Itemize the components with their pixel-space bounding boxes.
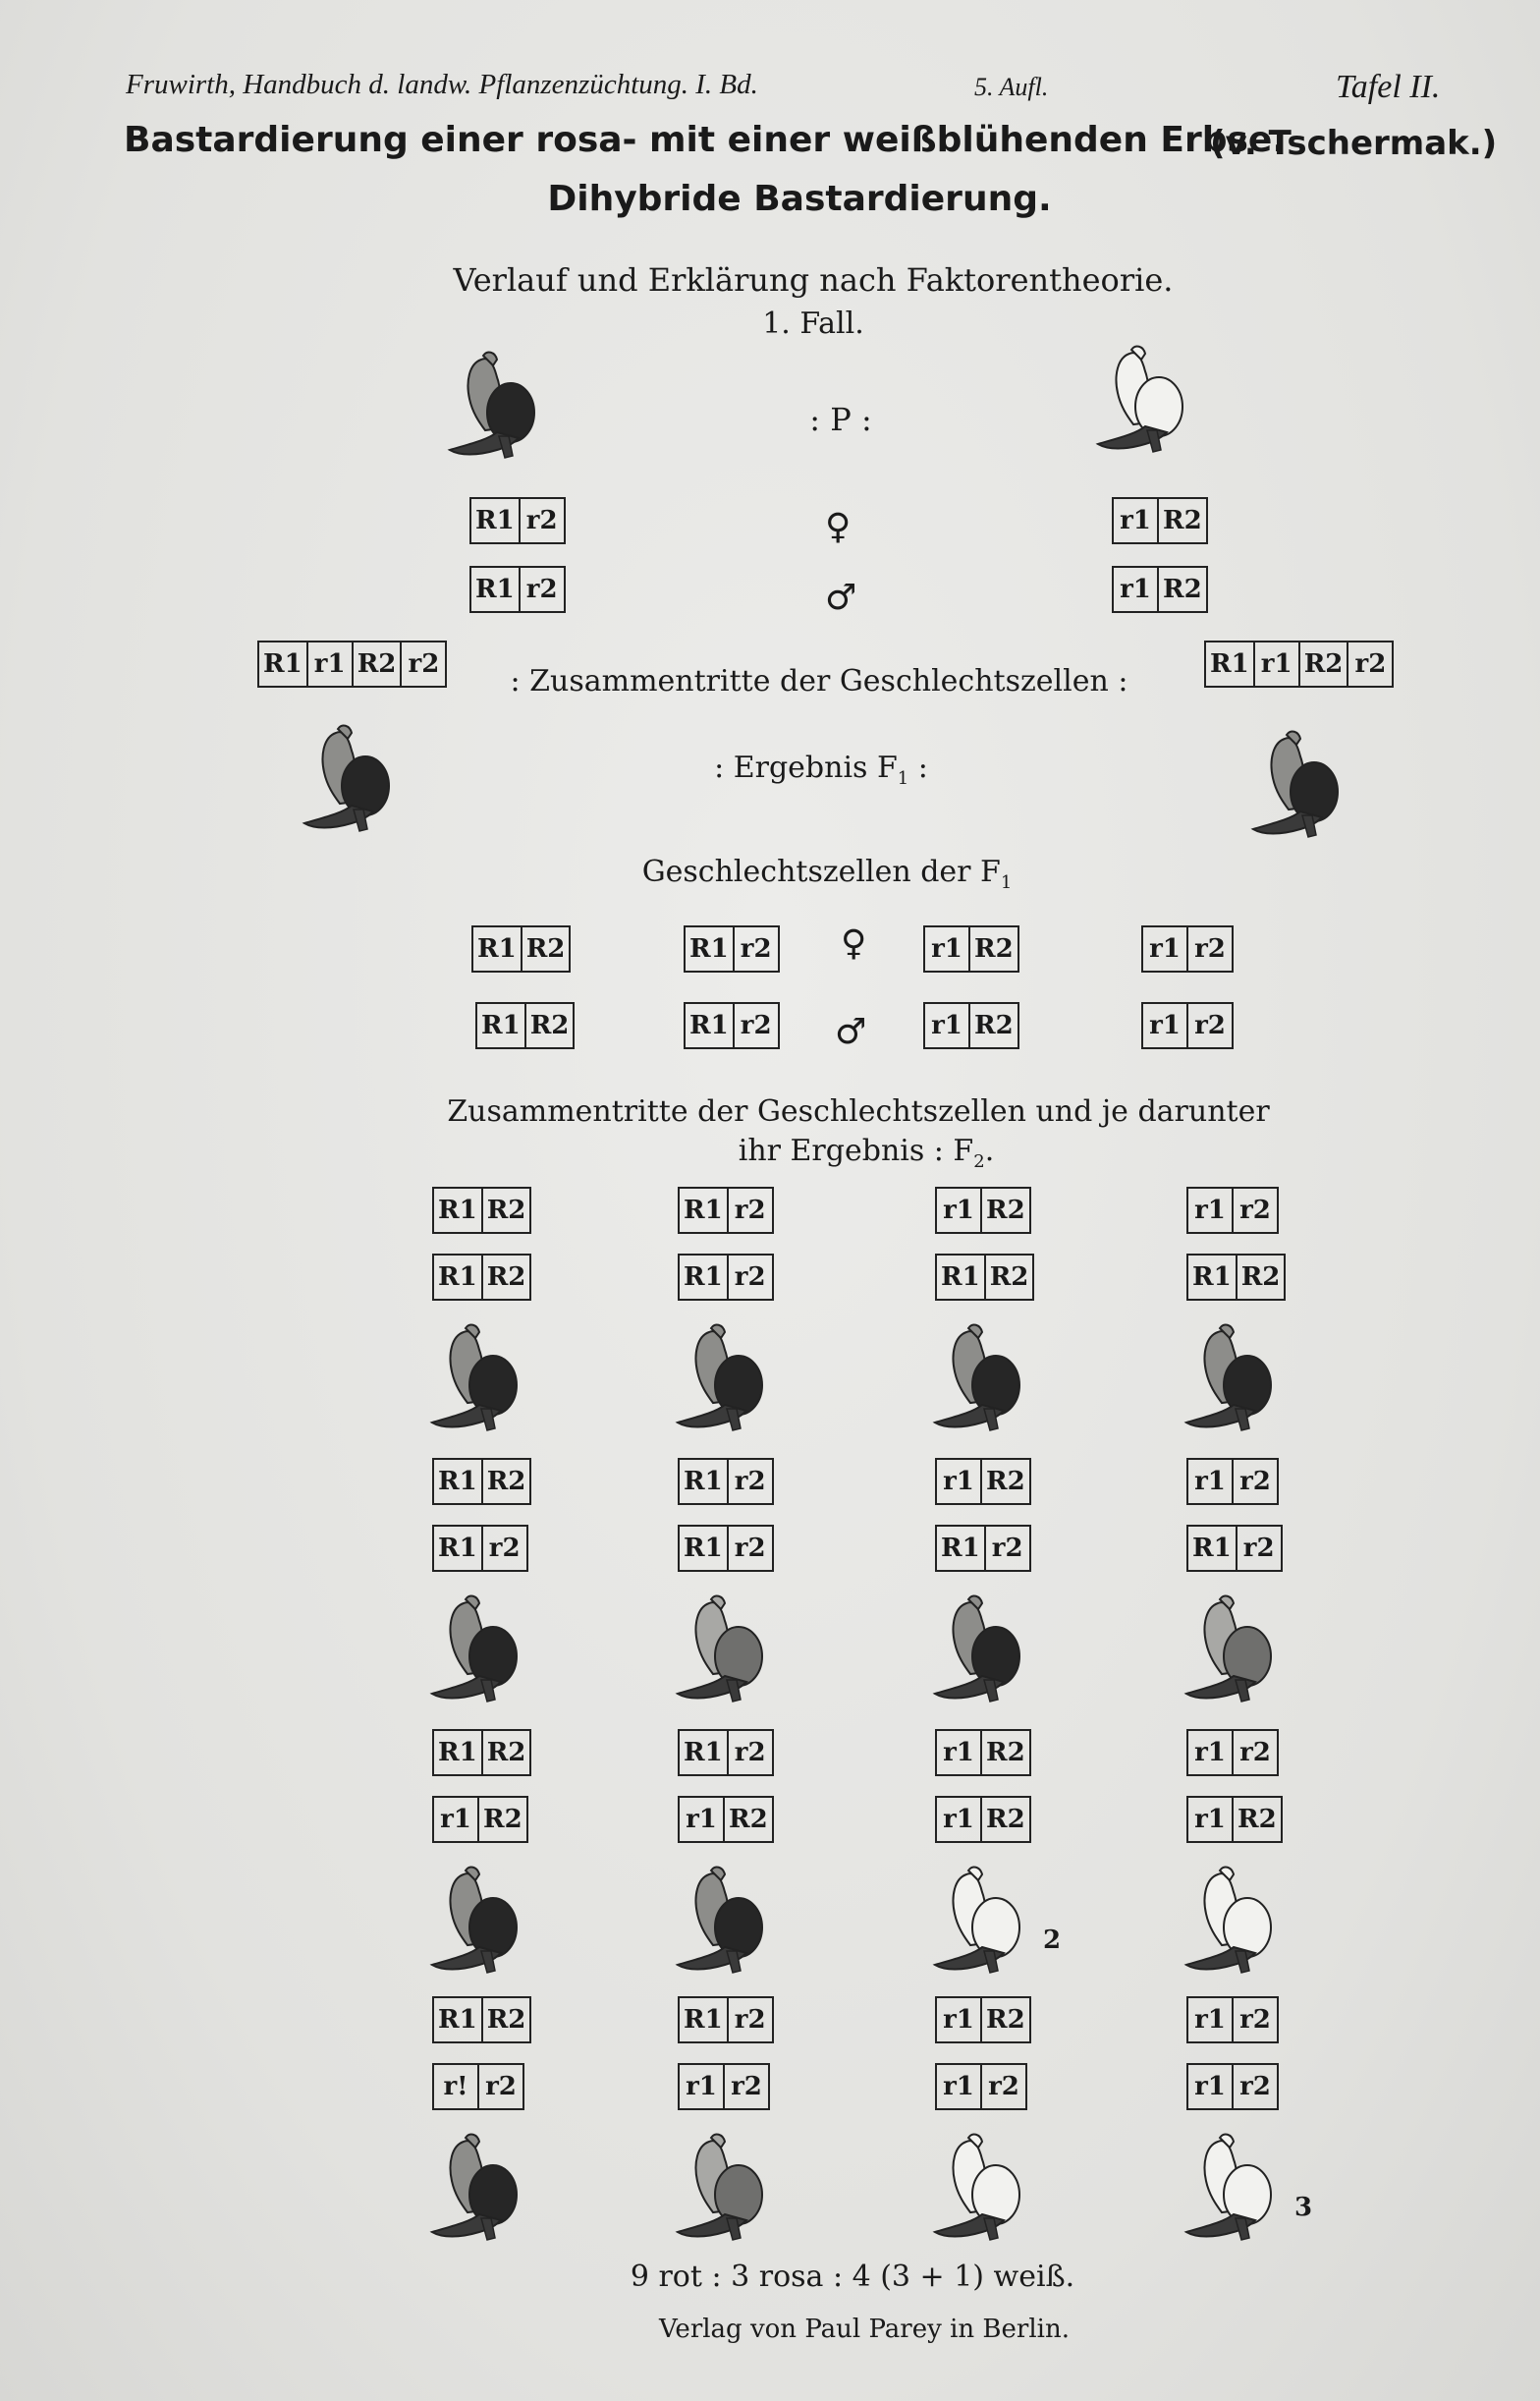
f2-heading-line2: ihr Ergebnis : $F_2$. bbox=[738, 1134, 995, 1172]
male-symbol: ♂ bbox=[825, 578, 857, 618]
factor-cell: R1 bbox=[434, 1189, 483, 1232]
f1-male-gamete-box bbox=[923, 1002, 1019, 1049]
factor-cell: R1 bbox=[680, 1527, 729, 1570]
f2-bottom-gamete-box bbox=[678, 1525, 774, 1572]
factor-cell: r2 bbox=[485, 2072, 517, 2101]
f2-top-gamete-box bbox=[678, 1996, 774, 2043]
plate-number: Tafel II. bbox=[1336, 69, 1441, 105]
factor-cell: R1 bbox=[686, 1004, 735, 1047]
edition-label: 5. Aufl. bbox=[974, 73, 1049, 101]
factor-cell: r2 bbox=[734, 1738, 766, 1767]
factor-cell: r2 bbox=[734, 1534, 766, 1563]
factor-cell: R1 bbox=[680, 1189, 729, 1232]
factor-cell: R1 bbox=[477, 1004, 526, 1047]
section-heading: Verlauf und Erklärung nach Faktorentheorie. bbox=[453, 261, 1174, 299]
factor-cell: R2 bbox=[729, 1805, 768, 1834]
factor-cell: R2 bbox=[354, 642, 403, 686]
footnote-mark: 3 bbox=[1294, 2193, 1313, 2222]
parent-female-gamete-box bbox=[469, 497, 566, 544]
f1-result-label: : Ergebnis $F_1$ : bbox=[714, 751, 928, 789]
f1-gametes-label: Geschlechtszellen der $F_1$ bbox=[641, 855, 1013, 893]
f2-top-gamete-box bbox=[432, 1996, 531, 2043]
factor-cell: R2 bbox=[974, 1011, 1014, 1040]
f2-bottom-gamete-box bbox=[935, 1796, 1031, 1843]
f2-top-gamete-box bbox=[1186, 1458, 1279, 1505]
factor-cell: r1 bbox=[937, 1189, 982, 1232]
factor-cell: R2 bbox=[529, 1011, 570, 1040]
f2-top-gamete-box bbox=[678, 1458, 774, 1505]
factor-cell: r2 bbox=[1239, 1196, 1271, 1225]
f1-male-gamete-box bbox=[684, 1002, 780, 1049]
factor-cell: r2 bbox=[1194, 934, 1226, 964]
factor-cell: r2 bbox=[1194, 1011, 1226, 1040]
f2-flower-rosa-icon bbox=[668, 2124, 776, 2252]
factor-cell: r2 bbox=[734, 1196, 766, 1225]
factor-cell: R2 bbox=[1163, 575, 1202, 604]
factor-cell: R1 bbox=[680, 1998, 729, 2041]
f2-bottom-gamete-box bbox=[1186, 1254, 1286, 1301]
factor-cell: r1 bbox=[937, 1798, 982, 1841]
f2-flower-rot-icon bbox=[1177, 1314, 1285, 1442]
factor-cell: r1 bbox=[1143, 1004, 1188, 1047]
f2-top-gamete-box bbox=[432, 1458, 531, 1505]
factor-cell: r1 bbox=[1188, 1798, 1234, 1841]
f2-top-gamete-box bbox=[432, 1729, 531, 1776]
factor-cell: R2 bbox=[1163, 506, 1202, 535]
factor-cell: r1 bbox=[434, 1798, 479, 1841]
factor-cell: r1 bbox=[1114, 568, 1159, 611]
f2-bottom-gamete-box bbox=[678, 1254, 774, 1301]
factor-cell: R1 bbox=[937, 1527, 986, 1570]
factor-cell: r1 bbox=[1188, 1731, 1234, 1774]
f2-bottom-gamete-box bbox=[935, 1525, 1031, 1572]
parent-flower-weiss-icon bbox=[1088, 336, 1196, 464]
factor-cell: R2 bbox=[486, 1196, 526, 1225]
page-subtitle: Dihybride Bastardierung. bbox=[547, 179, 1052, 219]
factor-cell: r1 bbox=[1255, 642, 1300, 686]
f2-top-gamete-box bbox=[935, 1996, 1031, 2043]
factor-cell: R1 bbox=[471, 499, 521, 542]
factor-cell: R2 bbox=[986, 1805, 1025, 1834]
factor-cell: r2 bbox=[991, 1534, 1023, 1563]
f2-top-gamete-box bbox=[678, 1187, 774, 1234]
factor-cell: r2 bbox=[734, 1467, 766, 1496]
f1-female-gamete-box bbox=[1141, 925, 1234, 973]
factor-cell: r2 bbox=[731, 2072, 762, 2101]
f2-flower-rot-icon bbox=[925, 1586, 1033, 1713]
factor-cell: r2 bbox=[734, 1262, 766, 1292]
page-title: Bastardierung einer rosa- mit einer weißblühenden Erbse. bbox=[124, 120, 1287, 160]
publisher-line: Verlag von Paul Parey in Berlin. bbox=[659, 2315, 1070, 2344]
f2-flower-rot-icon bbox=[422, 2124, 530, 2252]
factor-cell: r1 bbox=[680, 1798, 725, 1841]
factor-cell: r2 bbox=[525, 575, 558, 604]
factor-cell: R1 bbox=[680, 1256, 729, 1299]
f2-bottom-gamete-box bbox=[1186, 2063, 1279, 2110]
factor-cell: R2 bbox=[486, 1262, 526, 1292]
factor-cell: R1 bbox=[1206, 642, 1255, 686]
factor-cell: R1 bbox=[1188, 1527, 1238, 1570]
f1-female-gamete-box bbox=[471, 925, 571, 973]
parent-female-gamete-box bbox=[1112, 497, 1208, 544]
f2-top-gamete-box bbox=[678, 1729, 774, 1776]
f2-flower-rot-icon bbox=[668, 1314, 776, 1442]
factor-cell: R2 bbox=[986, 2005, 1025, 2035]
factor-cell: r1 bbox=[937, 1998, 982, 2041]
segregation-ratio: 9 rot : 3 rosa : 4 (3 + 1) weiß. bbox=[630, 2260, 1075, 2294]
f2-flower-weiss-icon bbox=[1177, 1857, 1285, 1984]
f2-flower-rot-icon bbox=[925, 1314, 1033, 1442]
factor-cell: r2 bbox=[488, 1534, 521, 1563]
factor-cell: r1 bbox=[308, 642, 354, 686]
factor-cell: r1 bbox=[925, 927, 970, 971]
factor-cell: r1 bbox=[925, 1004, 970, 1047]
parental-label: : P : bbox=[809, 401, 872, 438]
factor-cell: R2 bbox=[486, 2005, 526, 2035]
f2-top-gamete-box bbox=[1186, 1996, 1279, 2043]
f2-flower-rot-icon bbox=[422, 1314, 530, 1442]
factor-cell: R1 bbox=[686, 927, 735, 971]
parent-male-gamete-box bbox=[469, 566, 566, 613]
factor-cell: R2 bbox=[974, 934, 1014, 964]
running-header: Fruwirth, Handbuch d. landw. Pflanzenzüchtung. I. Bd. bbox=[126, 69, 758, 100]
factor-cell: r2 bbox=[1242, 1534, 1275, 1563]
factor-cell: r2 bbox=[408, 649, 440, 679]
f2-bottom-gamete-box bbox=[1186, 1796, 1283, 1843]
f2-bottom-gamete-box bbox=[432, 2063, 524, 2110]
f2-flower-rot-icon bbox=[668, 1857, 776, 1984]
factor-cell: R2 bbox=[986, 1196, 1025, 1225]
f2-top-gamete-box bbox=[935, 1187, 1031, 1234]
f1-female-gamete-box bbox=[923, 925, 1019, 973]
f2-bottom-gamete-box bbox=[432, 1796, 528, 1843]
f2-bottom-gamete-box bbox=[678, 2063, 770, 2110]
factor-cell: r1 bbox=[937, 2065, 982, 2108]
parent-male-gamete-box bbox=[1112, 566, 1208, 613]
factor-cell: r1 bbox=[1114, 499, 1159, 542]
factor-cell: R1 bbox=[680, 1731, 729, 1774]
f2-flower-rot-icon bbox=[422, 1857, 530, 1984]
factor-cell: R2 bbox=[986, 1738, 1025, 1767]
f2-flower-rosa-icon bbox=[1177, 1586, 1285, 1713]
f1-flower-icon bbox=[295, 715, 403, 843]
factor-cell: r2 bbox=[988, 2072, 1019, 2101]
factor-cell: R2 bbox=[1240, 1262, 1281, 1292]
f1-male-symbol: ♂ bbox=[835, 1012, 867, 1052]
factor-cell: R1 bbox=[937, 1256, 986, 1299]
union-label: : Zusammentritte der Geschlechtszellen : bbox=[510, 664, 1128, 698]
f2-bottom-gamete-box bbox=[935, 2063, 1027, 2110]
f2-flower-weiss-icon bbox=[1177, 2124, 1285, 2252]
factor-cell: R1 bbox=[259, 642, 308, 686]
f1-female-gamete-box bbox=[684, 925, 780, 973]
title-author: (v. Tschermak.) bbox=[1210, 124, 1498, 163]
zygote-box bbox=[257, 641, 447, 688]
factor-cell: r1 bbox=[1143, 927, 1188, 971]
f1-male-gamete-box bbox=[475, 1002, 575, 1049]
factor-cell: r2 bbox=[740, 1011, 772, 1040]
female-symbol: ♀ bbox=[825, 507, 852, 547]
factor-cell: R2 bbox=[525, 934, 566, 964]
factor-cell: r2 bbox=[1239, 2005, 1271, 2035]
factor-cell: r2 bbox=[734, 2005, 766, 2035]
f2-flower-weiss-icon bbox=[925, 1857, 1033, 1984]
factor-cell: R2 bbox=[486, 1738, 526, 1767]
factor-cell: R1 bbox=[434, 1527, 483, 1570]
f2-bottom-gamete-box bbox=[432, 1254, 531, 1301]
f2-top-gamete-box bbox=[1186, 1729, 1279, 1776]
f2-flower-rosa-icon bbox=[668, 1586, 776, 1713]
factor-cell: r1 bbox=[680, 2065, 725, 2108]
factor-cell: R1 bbox=[680, 1460, 729, 1503]
f2-bottom-gamete-box bbox=[1186, 1525, 1283, 1572]
factor-cell: R2 bbox=[986, 1467, 1025, 1496]
f1-flower-icon bbox=[1243, 721, 1351, 849]
f2-flower-rot-icon bbox=[422, 1586, 530, 1713]
factor-cell: r2 bbox=[1354, 649, 1387, 679]
factor-cell: r1 bbox=[1188, 2065, 1234, 2108]
zygote-box bbox=[1204, 641, 1394, 688]
f1-female-symbol: ♀ bbox=[841, 923, 867, 964]
factor-cell: R1 bbox=[473, 927, 522, 971]
f2-heading-line1: Zusammentritte der Geschlechtszellen und je darunter bbox=[447, 1094, 1270, 1129]
factor-cell: R2 bbox=[483, 1805, 522, 1834]
factor-cell: r1 bbox=[1188, 1189, 1234, 1232]
f2-top-gamete-box bbox=[935, 1729, 1031, 1776]
factor-cell: R2 bbox=[1238, 1805, 1277, 1834]
case-label: 1. Fall. bbox=[762, 307, 864, 341]
factor-cell: R2 bbox=[989, 1262, 1029, 1292]
f2-top-gamete-box bbox=[1186, 1187, 1279, 1234]
factor-cell: r2 bbox=[1239, 2072, 1271, 2101]
factor-cell: r1 bbox=[1188, 1460, 1234, 1503]
factor-cell: R2 bbox=[486, 1467, 526, 1496]
factor-cell: R1 bbox=[471, 568, 521, 611]
factor-cell: R2 bbox=[1300, 642, 1349, 686]
f2-flower-weiss-icon bbox=[925, 2124, 1033, 2252]
factor-cell: r2 bbox=[740, 934, 772, 964]
factor-cell: R1 bbox=[434, 1998, 483, 2041]
f2-top-gamete-box bbox=[432, 1187, 531, 1234]
f2-bottom-gamete-box bbox=[432, 1525, 528, 1572]
factor-cell: r2 bbox=[525, 506, 558, 535]
factor-cell: R1 bbox=[434, 1460, 483, 1503]
f2-bottom-gamete-box bbox=[678, 1796, 774, 1843]
factor-cell: r2 bbox=[1239, 1738, 1271, 1767]
factor-cell: R1 bbox=[434, 1256, 483, 1299]
parent-flower-rot-icon bbox=[440, 342, 548, 470]
factor-cell: r1 bbox=[937, 1460, 982, 1503]
footnote-mark: 2 bbox=[1043, 1926, 1062, 1955]
f1-male-gamete-box bbox=[1141, 1002, 1234, 1049]
factor-cell: r1 bbox=[1188, 1998, 1234, 2041]
factor-cell: R1 bbox=[1188, 1256, 1238, 1299]
factor-cell: r2 bbox=[1239, 1467, 1271, 1496]
factor-cell: r! bbox=[434, 2065, 479, 2108]
factor-cell: R1 bbox=[434, 1731, 483, 1774]
f2-bottom-gamete-box bbox=[935, 1254, 1034, 1301]
factor-cell: r1 bbox=[937, 1731, 982, 1774]
f2-top-gamete-box bbox=[935, 1458, 1031, 1505]
